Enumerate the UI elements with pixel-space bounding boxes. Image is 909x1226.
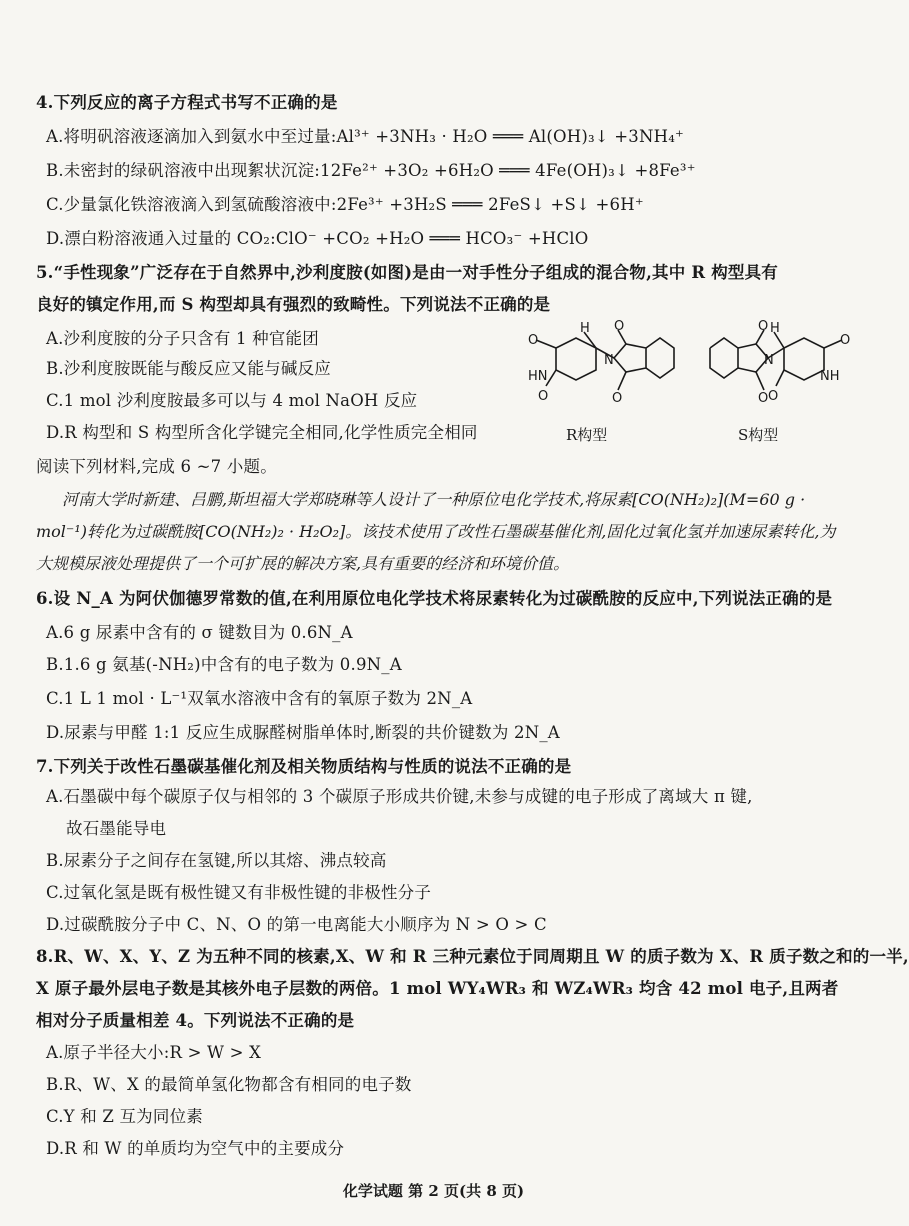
q7-option-b: B.尿素分子之间存在氢键,所以其熔、沸点较高	[46, 851, 387, 870]
page-footer: 化学试题 第 2 页(共 8 页)	[342, 1182, 525, 1200]
q8-option-c: C.Y 和 Z 互为同位素	[46, 1107, 203, 1126]
q6-option-d: D.尿素与甲醛 1:1 反应生成脲醛树脂单体时,断裂的共价键数为 2N_A	[46, 723, 560, 742]
q5-stem-line1: 5.“手性现象”广泛存在于自然界中,沙利度胺(如图)是由一对手性分子组成的混合物,其中 R 构型具有	[36, 263, 779, 282]
q6-option-c: C.1 L 1 mol · L⁻¹双氧水溶液中含有的氧原子数为 2N_A	[46, 689, 473, 708]
q8-option-a: A.原子半径大小:R > W > X	[46, 1043, 262, 1062]
q4-option-b: B.未密封的绿矾溶液中出现絮状沉淀:12Fe²⁺ +3O₂ +6H₂O ═══ 4Fe(OH)₃↓ +8Fe³⁺	[46, 161, 696, 180]
r-o-label-1: O	[528, 333, 539, 348]
s-o-label-1: O	[758, 319, 769, 334]
r-form-caption: R构型	[566, 426, 608, 444]
q5-stem-line2: 良好的镇定作用,而 S 构型却具有强烈的致畸性。下列说法不正确的是	[36, 295, 551, 314]
q4-stem: 4.下列反应的离子方程式书写不正确的是	[36, 93, 338, 112]
r-h-label: H	[580, 321, 590, 336]
r-o-label-3: O	[614, 319, 625, 334]
s-nh-label: NH	[820, 369, 840, 384]
thalidomide-structures-diagram	[508, 318, 851, 428]
q7-option-a-line2: 故石墨能导电	[66, 819, 167, 838]
r-o-label-2: O	[538, 389, 549, 404]
s-o-label-3: O	[840, 333, 851, 348]
q5-option-d: D.R 构型和 S 构型所含化学键完全相同,化学性质完全相同	[46, 423, 478, 442]
q6-option-b: B.1.6 g 氨基(-NH₂)中含有的电子数为 0.9N_A	[46, 655, 402, 674]
q7-option-d: D.过碳酰胺分子中 C、N、O 的第一电离能大小顺序为 N > O > C	[46, 915, 547, 934]
q5-option-c: C.1 mol 沙利度胺最多可以与 4 mol NaOH 反应	[46, 391, 418, 410]
s-h-label: H	[770, 321, 780, 336]
q8-stem-line2: X 原子最外层电子数是其核外电子层数的两倍。1 mol WY₄WR₃ 和 WZ₄WR₃ 均含 42 mol 电子,且两者	[36, 979, 839, 998]
q6-stem: 6.设 N_A 为阿伏伽德罗常数的值,在利用原位电化学技术将尿素转化为过碳酰胺的反应中,下列说法正确的是	[36, 589, 833, 608]
q4-option-d: D.漂白粉溶液通入过量的 CO₂:ClO⁻ +CO₂ +H₂O ═══ HCO₃⁻ +HClO	[46, 229, 589, 248]
q8-stem-line3: 相对分子质量相差 4。下列说法不正确的是	[36, 1011, 355, 1030]
q8-option-b: B.R、W、X 的最简单氢化物都含有相同的电子数	[46, 1075, 412, 1094]
q5-option-b: B.沙利度胺既能与酸反应又能与碱反应	[46, 359, 331, 378]
q7-stem: 7.下列关于改性石墨碳基催化剂及相关物质结构与性质的说法不正确的是	[36, 757, 572, 776]
q7-option-a-line1: A.石墨碳中每个碳原子仅与相邻的 3 个碳原子形成共价键,未参与成键的电子形成了离域大 π 键,	[46, 787, 753, 806]
q7-option-c: C.过氧化氢是既有极性键又有非极性键的非极性分子	[46, 883, 432, 902]
q5-option-a: A.沙利度胺的分子只含有 1 种官能团	[46, 329, 319, 348]
q4-option-c: C.少量氯化铁溶液滴入到氢硫酸溶液中:2Fe³⁺ +3H₂S ═══ 2FeS↓ +S↓ +6H⁺	[46, 195, 644, 214]
q4-option-a: A.将明矾溶液逐滴加入到氨水中至过量:Al³⁺ +3NH₃ · H₂O ═══ Al(OH)₃↓ +3NH₄⁺	[46, 127, 684, 146]
r-hn-label: HN	[528, 369, 548, 384]
s-n-label: N	[764, 353, 774, 368]
r-n-label: N	[604, 353, 614, 368]
reading-intro: 阅读下列材料,完成 6 ~7 小题。	[36, 457, 277, 476]
q8-stem-line1: 8.R、W、X、Y、Z 为五种不同的核素,X、W 和 R 三种元素位于同周期且 W 的质子数为 X、R 质子数之和的一半,	[36, 947, 909, 966]
s-o-label-4: O	[768, 389, 779, 404]
r-o-label-4: O	[612, 391, 623, 406]
q8-option-d: D.R 和 W 的单质均为空气中的主要成分	[46, 1139, 345, 1158]
s-o-label-2: O	[758, 391, 769, 406]
q6-option-a: A.6 g 尿素中含有的 σ 键数目为 0.6N_A	[46, 623, 353, 642]
s-form-caption: S构型	[738, 426, 779, 444]
reading-passage: 河南大学时新建、吕鹏,斯坦福大学郑晓琳等人设计了一种原位电化学技术,将尿素[CO(NH₂)₂](M=60 g · mol⁻¹)转化为过碳酰胺[CO(NH₂)₂ · H₂O₂]。该技术使用了改性石墨碳基催化剂,固化过氧化氢并加速尿素转化,为大规模尿液处理提供了一个可扩展的解决方案,具有重要的经济和环境价值。	[36, 490, 836, 573]
